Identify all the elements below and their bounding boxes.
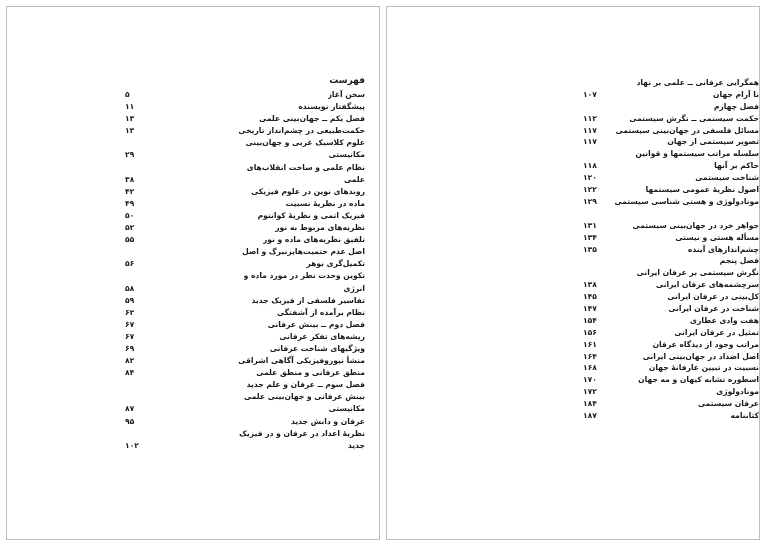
- toc-entry-title: حکمت‌طبیعی در چشم‌انداز تاریخی: [238, 126, 365, 136]
- toc-entry: [125, 186, 365, 198]
- toc-entry-title: فصل پنجم: [719, 256, 759, 266]
- toc-entry: [125, 222, 365, 234]
- toc-entry-title: مونادولوژی: [716, 387, 759, 397]
- toc-entry-title: اصل اضداد در جهان‌بینی ایرانی: [642, 351, 759, 361]
- toc-entry: [583, 125, 759, 137]
- toc-entry-page-number: ۸۴: [125, 368, 135, 378]
- toc-entry-page-number: ۱۶۸: [583, 363, 597, 373]
- toc-entry: [583, 327, 759, 339]
- toc-entry-title: چشم‌اندازهای آینده: [687, 244, 759, 254]
- left-toc-entries: [125, 89, 365, 452]
- toc-entry-title: نا آرام جهان: [713, 89, 759, 99]
- toc-entry: [583, 232, 759, 244]
- toc-entry-page-number: ۴۲: [125, 186, 135, 196]
- toc-entry: [125, 137, 365, 149]
- toc-entry: [125, 234, 365, 246]
- toc-entry-title: منطق عرفانی و منطق علمی: [256, 368, 365, 378]
- toc-entry-title: تکمیل‌گری بوهر: [306, 259, 365, 269]
- toc-entry-page-number: ۱۳۴: [583, 232, 597, 242]
- toc-entry-page-number: ۱۴۷: [583, 304, 597, 314]
- toc-entry-title: ماده در نظریهٔ نسبیت: [285, 198, 365, 208]
- toc-entry: [125, 210, 365, 222]
- toc-entry-page-number: ۱۳۵: [583, 244, 597, 254]
- toc-entry-title: سلسله مراتب سیستمها و قوانین: [635, 149, 759, 159]
- toc-entry-title: بینش عرفانی و جهان‌بینی علمی: [244, 392, 365, 402]
- toc-entry-page-number: ۱۷۲: [583, 387, 597, 397]
- toc-entry-title: پیشگفتار نویسنده: [298, 102, 365, 112]
- toc-entry: [583, 255, 759, 267]
- toc-entry-title: عرفان سیستمی: [697, 399, 759, 409]
- toc-entry-page-number: ۱۳۸: [583, 280, 597, 290]
- toc-title: فهرست: [329, 76, 365, 86]
- group-spacer: [583, 208, 759, 220]
- toc-entry-page-number: ۱۶۴: [583, 351, 597, 361]
- toc-entry-title: اصول نظریهٔ عمومی سیستمها: [645, 185, 759, 195]
- toc-entry: [125, 246, 365, 258]
- toc-entry: [125, 403, 365, 415]
- toc-entry: [583, 315, 759, 327]
- toc-entry-page-number: ۱۳۱: [583, 220, 597, 230]
- toc-entry-page-number: ۵۸: [125, 283, 135, 293]
- toc-entry-page-number: ۱۲۲: [583, 185, 597, 195]
- toc-entry-page-number: ۵۲: [125, 223, 135, 233]
- toc-entry: [583, 374, 759, 386]
- toc-entry-title: نگرش سیستمی بر عرفان ایرانی: [636, 268, 759, 278]
- toc-entry: [125, 295, 365, 307]
- right-toc-group-2: [583, 220, 759, 422]
- toc-entry-title: نسبیت در تبیین عارفانهٔ جهان: [648, 363, 759, 373]
- left-page: [6, 6, 380, 540]
- toc-entry: [125, 331, 365, 343]
- toc-entry: [583, 410, 759, 422]
- toc-entry: [125, 162, 365, 174]
- toc-entry-title: حاکم بر آنها: [714, 161, 759, 171]
- toc-entry-title: نظام برآمده از آشفتگی: [276, 307, 365, 317]
- toc-entry: [125, 270, 365, 282]
- toc-entry: [583, 184, 759, 196]
- toc-entry-page-number: ۱۲۹: [583, 196, 597, 206]
- toc-entry-page-number: ۵: [125, 90, 130, 99]
- toc-entry-title: شناخت در عرفان ایرانی: [668, 304, 759, 314]
- toc-entry: [125, 89, 365, 101]
- toc-entry: [125, 125, 365, 137]
- right-page: [386, 6, 760, 540]
- toc-entry-title: علمی: [343, 174, 365, 184]
- toc-entry-title: انرژی: [343, 283, 365, 293]
- toc-entry-title: نظریهٔ اعداد در عرفان و در فیزیک: [239, 428, 365, 438]
- toc-entry: [583, 398, 759, 410]
- toc-entry-page-number: ۵۹: [125, 295, 135, 305]
- left-toc: [125, 73, 365, 452]
- toc-entry-title: تلفیق نظریه‌های ماده و نور: [262, 235, 365, 245]
- toc-entry-title: عرفان و دانش جدید: [290, 416, 365, 426]
- toc-entry: [583, 101, 759, 113]
- toc-entry: [583, 351, 759, 363]
- toc-entry: [125, 355, 365, 367]
- toc-entry: [125, 343, 365, 355]
- toc-entry-title: تکوین وحدت نظر در مورد ماده و: [243, 271, 365, 281]
- toc-entry-page-number: ۵۶: [125, 259, 135, 269]
- toc-entry-title: سخن آغاز: [327, 90, 365, 99]
- toc-entry-title: فصل سوم ــ عرفان و علم جدید: [246, 380, 365, 390]
- toc-entry-title: ویژگیهای شناخت عرفانی: [269, 343, 365, 353]
- toc-entry-page-number: ۱۵۴: [583, 315, 597, 325]
- toc-entry: [583, 291, 759, 303]
- toc-entry: [125, 319, 365, 331]
- toc-entry: [583, 196, 759, 208]
- toc-entry-title: فصل دوم ــ بینش عرفانی: [267, 319, 365, 329]
- toc-entry-title: همگرایی عرفانی ــ علمی بر نهاد: [636, 78, 759, 87]
- toc-entry: [125, 198, 365, 210]
- toc-entry-title: سرچشمه‌های عرفان ایرانی: [656, 280, 759, 290]
- toc-entry: [125, 391, 365, 403]
- toc-entry-page-number: ۱۳: [125, 114, 135, 124]
- toc-entry-page-number: ۱۷۰: [583, 375, 597, 385]
- right-toc-group-1: [583, 77, 759, 208]
- toc-entry: [583, 267, 759, 279]
- toc-entry-page-number: ۱۱۸: [583, 161, 597, 171]
- toc-entry-title: فصل چهارم: [713, 101, 759, 111]
- toc-entry-title: نظام علمی و ساخت انقلاب‌های: [246, 162, 365, 172]
- toc-entry: [583, 136, 759, 148]
- toc-entry-page-number: ۱۶۱: [583, 339, 597, 349]
- toc-entry-page-number: ۱۱۲: [583, 113, 597, 123]
- toc-entry: [583, 77, 759, 89]
- toc-entry-page-number: ۲۹: [125, 150, 135, 160]
- toc-entry-page-number: ۳۸: [125, 174, 135, 184]
- toc-entry-title: هفت وادی عطاری: [689, 315, 759, 325]
- toc-entry-page-number: ۱۰۲: [125, 440, 139, 450]
- toc-entry: [125, 113, 365, 125]
- toc-entry-title: کل‌بینی در عرفان ایرانی: [667, 292, 759, 302]
- toc-entry-title: فیزیک اتمی و نظریهٔ کوانتوم: [257, 210, 365, 220]
- toc-entry-title: تصویر سیستمی از جهان: [667, 137, 759, 147]
- toc-entry-title: جدید: [347, 440, 365, 450]
- toc-entry-page-number: ۱۱۷: [583, 125, 597, 135]
- toc-entry: [583, 279, 759, 291]
- toc-entry: [583, 303, 759, 315]
- toc-entry: [583, 386, 759, 398]
- toc-entry-title: ریشه‌های تفکر عرفانی: [279, 331, 365, 341]
- toc-entry-page-number: ۴۹: [125, 198, 135, 208]
- toc-entry: [125, 283, 365, 295]
- toc-entry: [125, 174, 365, 186]
- toc-entry-title: جواهر خرد در جهان‌بینی سیستمی: [632, 220, 759, 230]
- toc-entry-title: مراتب وجود از دیدگاه عرفان: [652, 339, 759, 349]
- toc-entry: [125, 440, 365, 452]
- toc-entry-page-number: ۱۸۷: [583, 411, 597, 421]
- toc-entry: [125, 307, 365, 319]
- toc-entry-page-number: ۶۲: [125, 307, 135, 317]
- toc-entry: [583, 220, 759, 232]
- toc-entry: [125, 379, 365, 391]
- toc-entry-title: حکمت سیستمی ــ نگرش سیستمی: [629, 113, 759, 123]
- toc-entry-title: نظریه‌های مربوط به نور: [275, 223, 365, 233]
- toc-entry: [583, 89, 759, 101]
- toc-entry-title: شناخت سیستمی: [695, 173, 759, 183]
- toc-entry-title: علوم کلاسیک غربی و جهان‌بینی: [245, 138, 365, 148]
- toc-entry-page-number: ۸۲: [125, 356, 135, 366]
- toc-entry-title: اصل عدم حتمیت‌هایزنبرگ و اصل: [242, 247, 365, 257]
- toc-entry: [583, 362, 759, 374]
- toc-entry-page-number: ۵۰: [125, 210, 135, 220]
- toc-entry: [583, 148, 759, 160]
- toc-entry-page-number: ۱۸۴: [583, 399, 597, 409]
- toc-entry-title: تمثیل در عرفان ایرانی: [674, 327, 759, 337]
- toc-entry: [583, 339, 759, 351]
- toc-entry: [125, 258, 365, 270]
- toc-entry: [583, 160, 759, 172]
- toc-entry-page-number: ۶۹: [125, 343, 135, 353]
- toc-entry: [125, 367, 365, 379]
- right-toc: [583, 77, 759, 422]
- toc-entry-page-number: ۱۴۵: [583, 292, 597, 302]
- toc-entry-page-number: ۶۷: [125, 331, 135, 341]
- toc-entry: [125, 149, 365, 161]
- toc-entry-title: منشأ نیوروفیزیکی آگاهی اشراقی: [238, 356, 365, 366]
- toc-entry: [583, 172, 759, 184]
- toc-entry-title: کتابنامه: [730, 411, 759, 421]
- toc-entry-page-number: ۸۷: [125, 404, 135, 414]
- toc-entry: [125, 428, 365, 440]
- toc-entry-title: مونادولوژی و هستی شناسی سیستمی: [614, 196, 759, 206]
- toc-entry-title: روندهای نوین در علوم فیزیکی: [251, 186, 365, 196]
- toc-entry-page-number: ۱۲۰: [583, 173, 597, 183]
- toc-entry-title: فصل یکم ــ جهان‌بینی علمی: [259, 114, 365, 124]
- toc-entry: [583, 113, 759, 125]
- toc-entry: [125, 416, 365, 428]
- toc-entry-page-number: ۱۳: [125, 126, 135, 136]
- toc-entry-title: مکانیستی: [328, 404, 365, 414]
- toc-entry-page-number: ۱۵۶: [583, 327, 597, 337]
- toc-entry-page-number: ۹۵: [125, 416, 135, 426]
- toc-entry-page-number: ۶۷: [125, 319, 135, 329]
- toc-entry-page-number: ۵۵: [125, 235, 135, 245]
- toc-entry-page-number: ۱۰۷: [583, 89, 597, 99]
- toc-entry: [125, 101, 365, 113]
- toc-entry-page-number: ۱۱۷: [583, 137, 597, 147]
- toc-entry-title: مسأله هستی و نیستی: [675, 232, 759, 242]
- toc-entry-title: مکانیستی: [328, 150, 365, 160]
- toc-entry-title: تفاسیر فلسفی از فیزیک جدید: [251, 295, 365, 305]
- toc-entry-title: اسطوره تشابه کیهان و مه جهان: [638, 375, 759, 385]
- toc-entry-title: مسائل فلسفی در جهان‌بینی سیستمی: [615, 125, 759, 135]
- toc-entry-page-number: ۱۱: [125, 102, 135, 112]
- toc-entry: [583, 244, 759, 256]
